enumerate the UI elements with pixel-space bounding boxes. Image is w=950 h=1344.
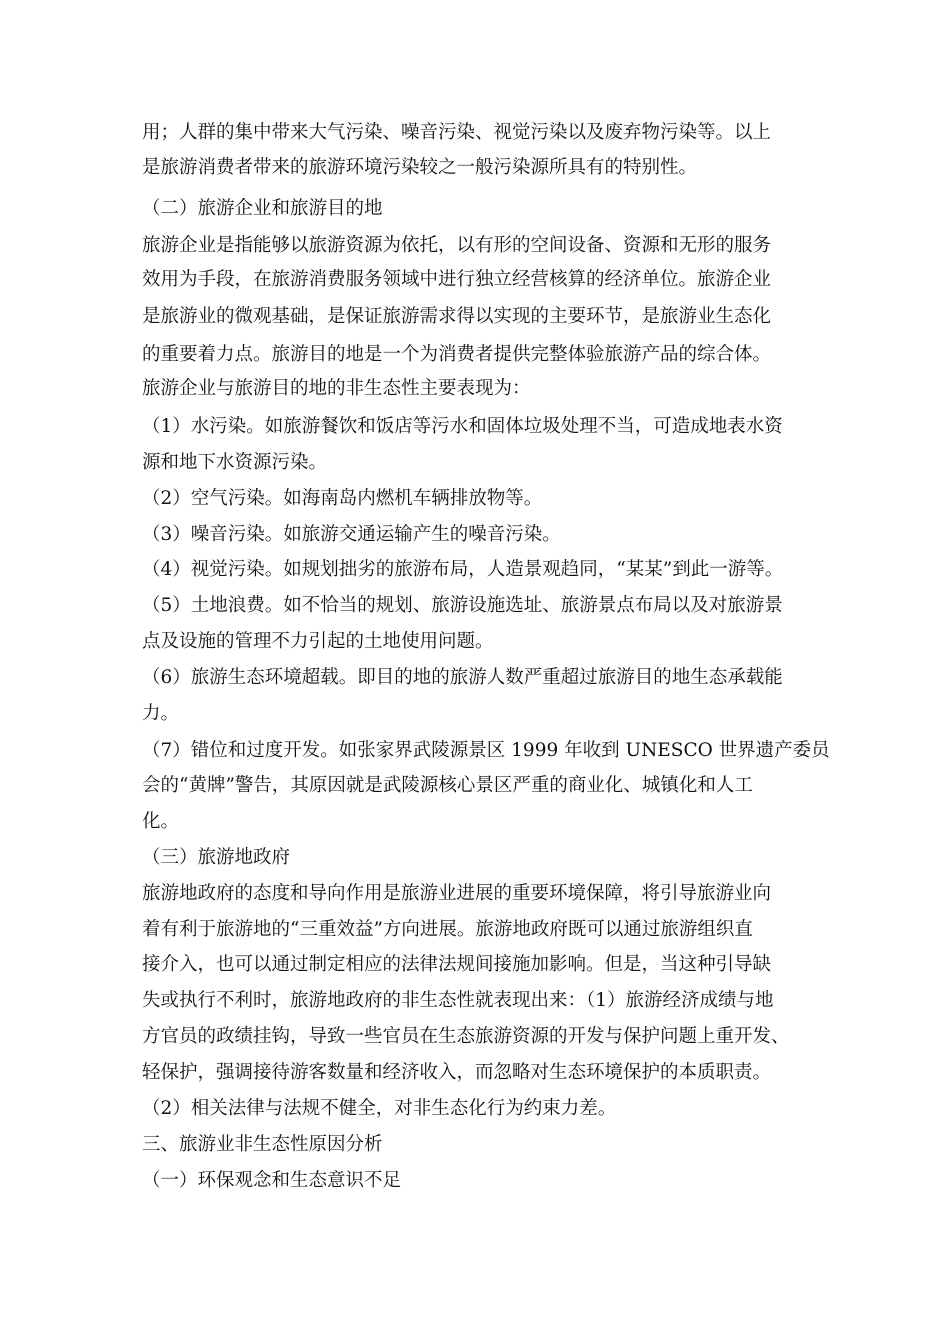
list-item: （5）土地浪费。如不恰当的规划、旅游设施选址、旅游景点布局以及对旅游景 [142,595,783,616]
list-item-continuation: 点及设施的管理不力引起的土地使用问题。 [142,631,494,652]
section-heading: （二）旅游企业和旅游目的地 [142,198,383,219]
list-item: （1）水污染。如旅游餐饮和饭店等污水和固体垃圾处理不当，可造成地表水资 [142,416,783,437]
paragraph-line: 用；人群的集中带来大气污染、噪音污染、视觉污染以及废弃物污染等。以上 [142,122,772,143]
list-item-continuation: 力。 [142,703,180,724]
list-item-continuation: 源和地下水资源污染。 [142,452,328,473]
list-item-continuation: 化。 [142,811,180,832]
list-item-continuation: 会的“黄牌”警告，其原因就是武陵源核心景区严重的商业化、城镇化和人工 [142,775,753,796]
paragraph-line: 接介入，也可以通过制定相应的法律法规间接施加影响。但是，当这种引导缺 [142,954,772,975]
paragraph-line: 是旅游消费者带来的旅游环境污染较之一般污染源所具有的特别性。 [142,157,698,178]
paragraph-line: （2）相关法律与法规不健全，对非生态化行为约束力差。 [142,1098,617,1119]
section-heading: 三、旅游业非生态性原因分析 [142,1134,383,1155]
paragraph-line: 的重要着力点。旅游目的地是一个为消费者提供完整体验旅游产品的综合体。 [142,344,772,365]
list-item: （4）视觉污染。如规划拙劣的旅游布局，人造景观趋同，“某某”到此一游等。 [142,559,784,580]
paragraph-line: 旅游企业与旅游目的地的非生态性主要表现为： [142,378,531,399]
paragraph-line: 轻保护，强调接待游客数量和经济收入，而忽略对生态环境保护的本质职责。 [142,1062,772,1083]
section-heading: （一）环保观念和生态意识不足 [142,1170,402,1191]
list-item: （7）错位和过度开发。如张家界武陵源景区 1999 年收到 UNESCO 世界遗产委员 [142,740,830,761]
list-item: （6）旅游生态环境超载。即目的地的旅游人数严重超过旅游目的地生态承载能 [142,667,783,688]
section-heading: （三）旅游地政府 [142,847,291,868]
paragraph-line: 失或执行不利时，旅游地政府的非生态性就表现出来：（1）旅游经济成绩与地 [142,990,774,1011]
list-item: （2）空气污染。如海南岛内燃机车辆排放物等。 [142,488,543,509]
paragraph-line: 方官员的政绩挂钩，导致一些官员在生态旅游资源的开发与保护问题上重开发、 [142,1026,790,1047]
paragraph-line: 是旅游业的微观基础，是保证旅游需求得以实现的主要环节，是旅游业生态化 [142,306,772,327]
paragraph-line: 着有利于旅游地的“三重效益”方向进展。旅游地政府既可以通过旅游组织直 [142,919,753,940]
paragraph-line: 效用为手段，在旅游消费服务领域中进行独立经营核算的经济单位。旅游企业 [142,269,772,290]
list-item: （3）噪音污染。如旅游交通运输产生的噪音污染。 [142,524,561,545]
paragraph-line: 旅游地政府的态度和导向作用是旅游业进展的重要环境保障，将引导旅游业向 [142,883,772,904]
paragraph-line: 旅游企业是指能够以旅游资源为依托，以有形的空间设备、资源和无形的服务 [142,235,772,256]
